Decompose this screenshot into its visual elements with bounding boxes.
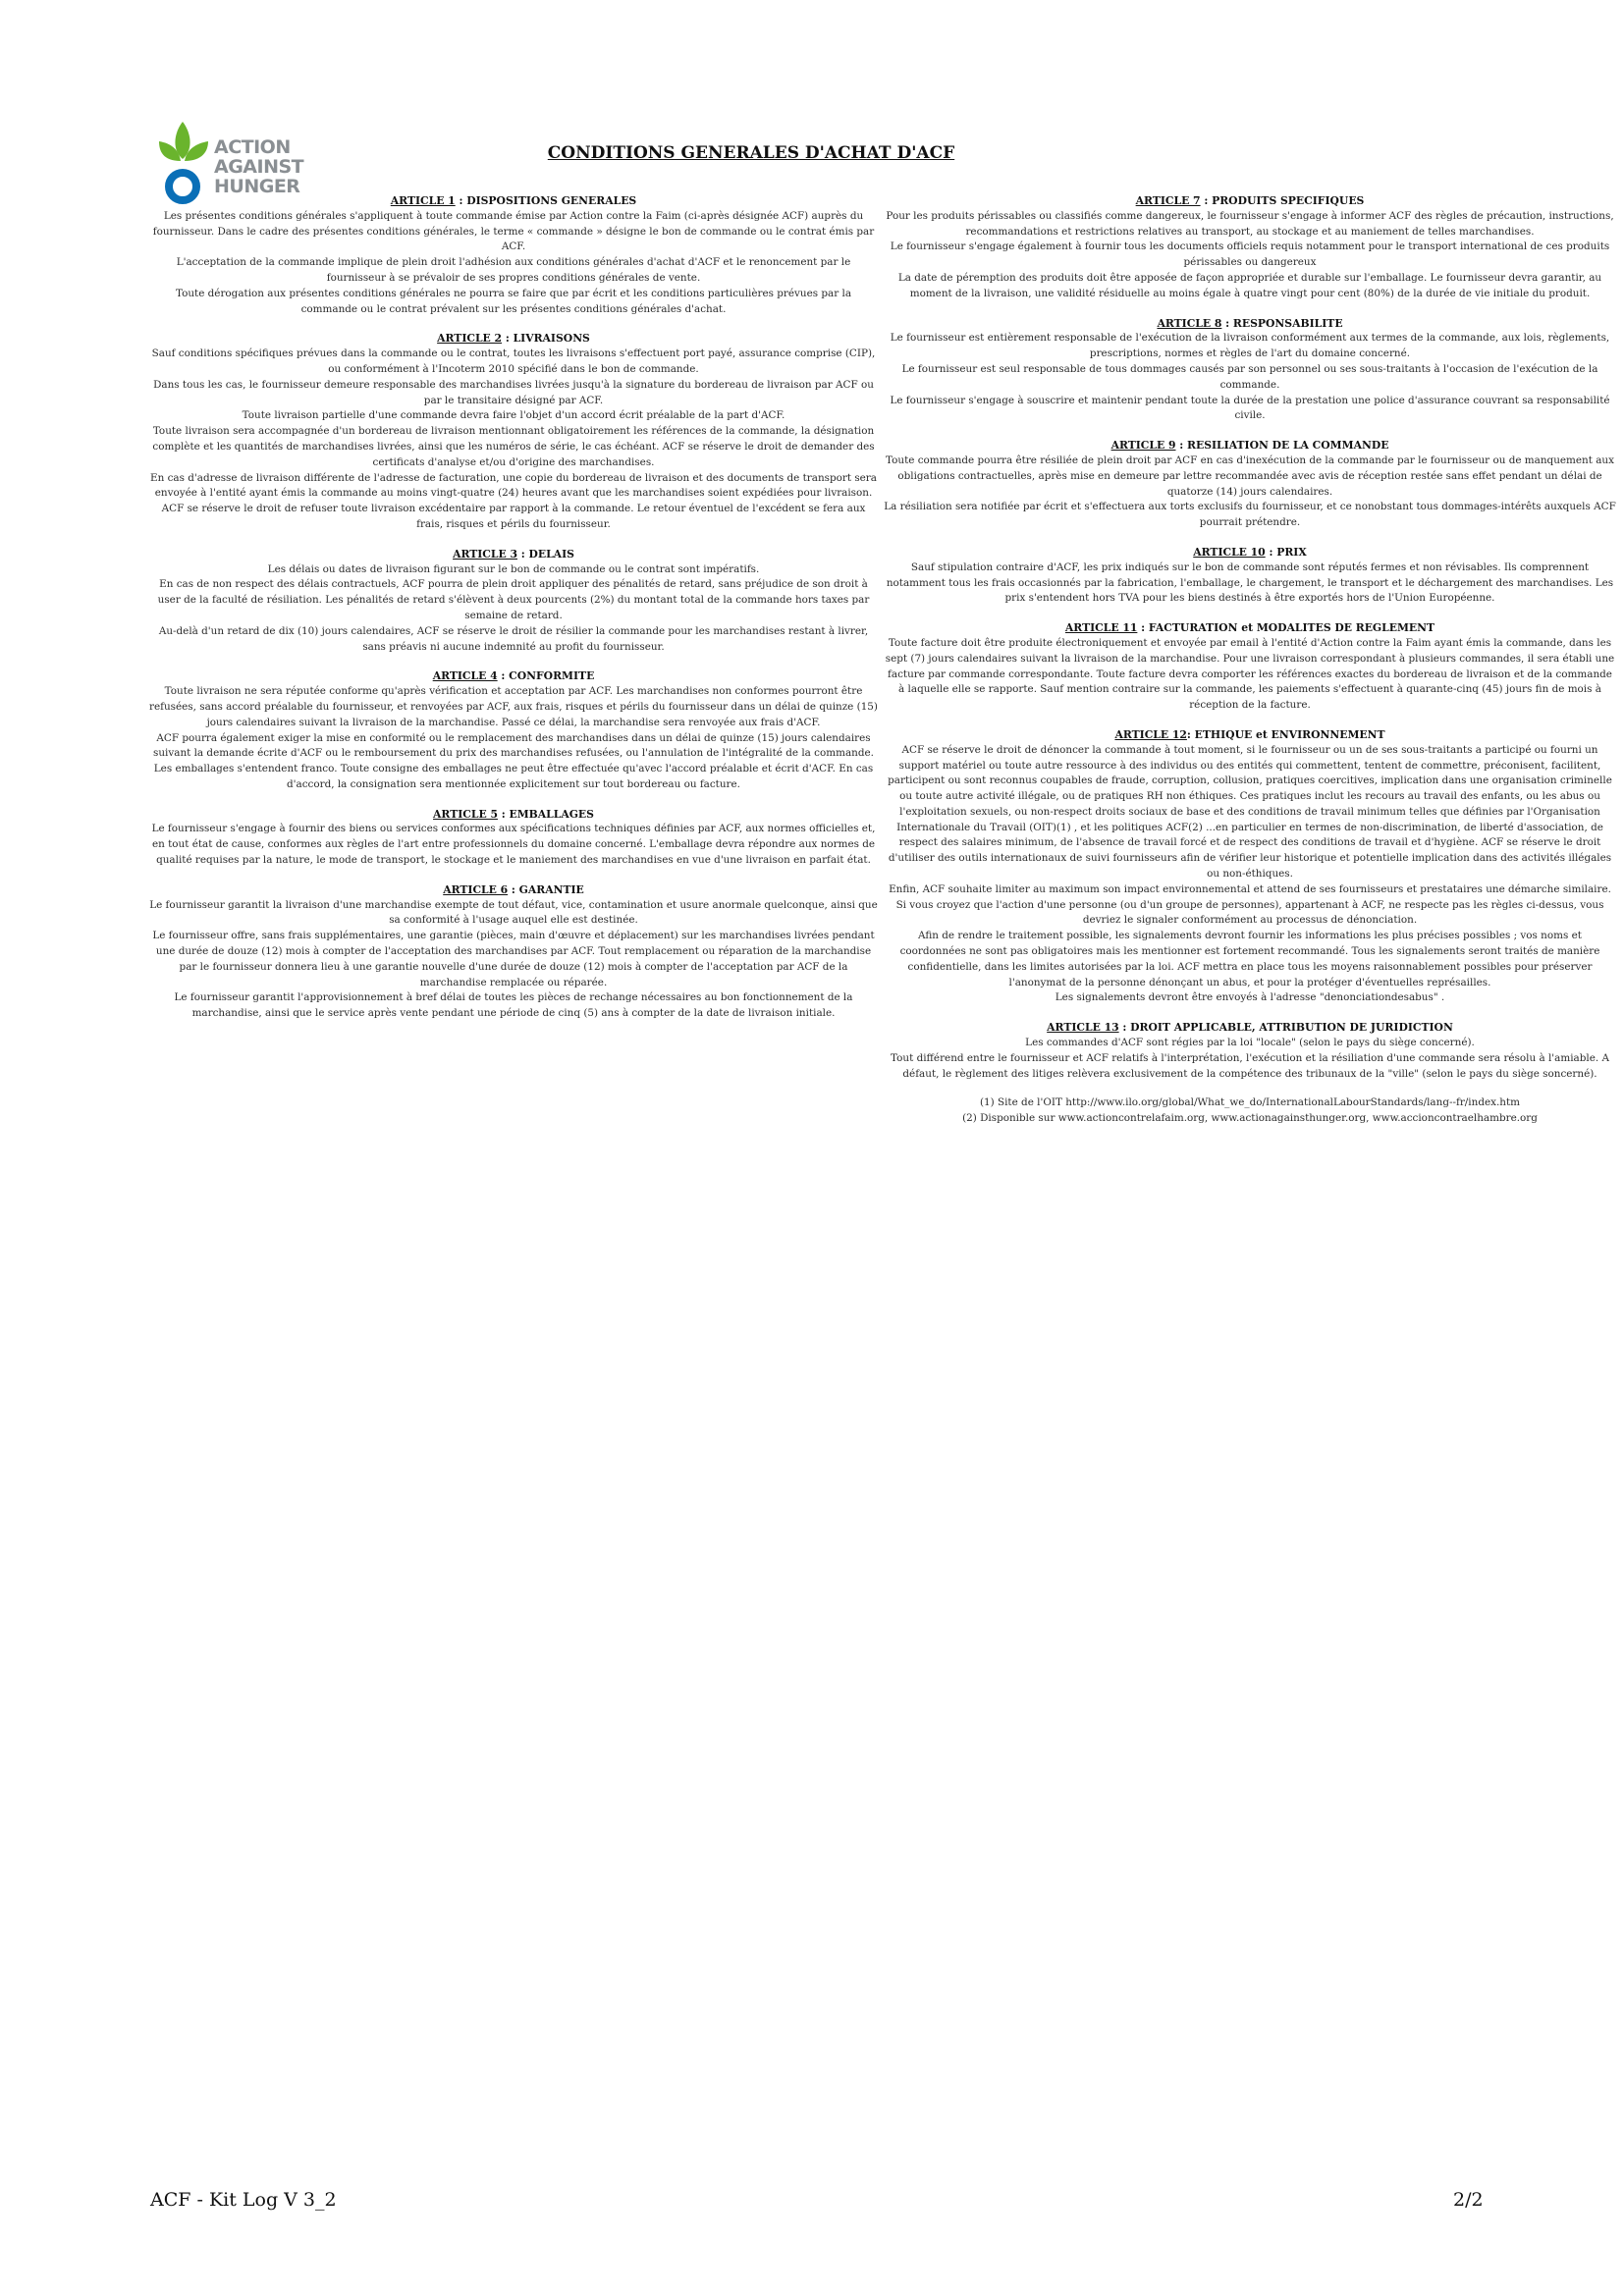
article-title: : RESPONSABILITE xyxy=(1221,316,1343,330)
article-paragraph: La résiliation sera notifiée par écrit et s'effectuera aux torts exclusifs du fournisseur, et ce nonobstant tous dommages-intérêts auxquels ACF pourrait prétendre. xyxy=(884,501,1616,529)
page-title: CONDITIONS GENERALES D'ACHAT D'ACF xyxy=(547,143,955,163)
article-number: ARTICLE 11 xyxy=(1064,621,1138,635)
article-paragraph: Afin de rendre le traitement possible, les signalements devront fournir les informations les plus précises possibles ; vos noms et coordonnées ne sont pas obligatoires mais les mentionner est fortement recommandé. Tous les signalements seront traités de manière confidentielle, dans les limites autorisées par la loi. ACF mettra en place tous les moyens raisonnablement possibles pour préserver l'anonymat de la personne dénonçant un abus, et pour la protéger d'éventuelles représailles. xyxy=(899,930,1600,988)
article-number: ARTICLE 1 xyxy=(390,194,456,207)
article-heading xyxy=(884,316,1616,332)
logo-line-2: AGAINST xyxy=(214,156,304,178)
article-number: ARTICLE 4 xyxy=(432,669,498,683)
article-paragraph: Les emballages s'entendent franco. Toute consigne des emballages ne peut être effectuée qu'avec l'accord préalable et écrit d'ACF. En cas d'accord, la consignation sera mentionnée explicitement sur tout bordereau ou facture. xyxy=(153,763,874,790)
article-paragraph: Toute dérogation aux présentes conditions générales ne pourra se faire que par écrit et les conditions particulières prévues par la commande ou le contrat prévalent sur les présentes conditions générales d'achat. xyxy=(175,287,852,315)
article-heading xyxy=(147,668,880,684)
article-number: ARTICLE 6 xyxy=(443,882,509,896)
right-articles xyxy=(884,193,1616,1082)
article-heading xyxy=(147,331,880,347)
article-section xyxy=(147,668,880,792)
article-section xyxy=(147,331,880,532)
article-paragraph: Au-delà d'un retard de dix (10) jours calendaires, ACF se réserve le droit de résilier la commande pour les marchandises restant à livrer, sans préavis ni aucune indemnité au profit du fournisseur. xyxy=(158,624,869,653)
article-paragraph: ACF se réserve le droit de refuser toute livraison excédentaire par rapport à la commande. Le retour éventuel de l'excédent se fera aux frais, risques et périls du fournisseur. xyxy=(161,503,866,530)
logo-line-3: HUNGER xyxy=(214,176,300,197)
article-number: ARTICLE 12 xyxy=(1114,727,1187,741)
article-heading xyxy=(147,193,880,209)
article-number: ARTICLE 5 xyxy=(433,807,498,821)
article-title: : DISPOSITIONS GENERALES xyxy=(455,194,637,207)
article-paragraph: Les présentes conditions générales s'appliquent à toute commande émise par Action contre la Faim (ci-après désignée ACF) auprès du fournisseur. Dans le cadre des présentes conditions générales, le terme « commande » désigne le bon de commande ou le contrat émis par ACF. xyxy=(152,209,875,253)
article-number: ARTICLE 8 xyxy=(1157,316,1222,330)
article-number: ARTICLE 7 xyxy=(1135,194,1201,207)
article-title: : EMBALLAGES xyxy=(497,807,594,821)
article-title: : ETHIQUE et ENVIRONNEMENT xyxy=(1186,727,1385,741)
article-heading xyxy=(147,882,880,898)
article-paragraph: Le fournisseur est seul responsable de tous dommages causés par son personnel ou ses sous-traitants à l'occasion de l'exécution de la commande. xyxy=(901,362,1598,391)
right-column xyxy=(884,193,1616,1127)
footer-doc-ref: ACF - Kit Log V 3_2 xyxy=(150,2189,337,2211)
article-title: : DROIT APPLICABLE, ATTRIBUTION DE JURIDICTION xyxy=(1118,1021,1453,1035)
article-section xyxy=(147,547,880,656)
article-section xyxy=(884,1020,1616,1082)
footnote-2: (2) Disponible sur www.actioncontrelafaim.org, www.actionagainsthunger.org, www.accioncontraelhambre.org xyxy=(962,1112,1538,1125)
article-section xyxy=(884,193,1616,302)
article-paragraph: ACF se réserve le droit de dénoncer la commande à tout moment, si le fournisseur ou un de ses sous-traitants a participé ou fourni un support matériel ou toute autre ressource à des individus ou des entités qui commettent, tentent de commettre, préconisent, facilitent, participent ou sont reconnus coupables de fraude, corruption, collusion, pratiques coercitives, implication dans une organisation criminelle ou toute autre activité illégale, ou de pratiques RH non éthiques. Ces pratiques inclut les recours au travail des enfants, ou les abus ou l'exploitation sexuels, ou non-respect droits sociaux de base et des conditions de travail minimum telles que définies par l'Organisation Internationale du Travail (OIT)(1) , et les politiques ACF(2) ...en particulier en termes de non-discrimination, de liberté d'association, de respect des salaires minimum, de l'absence de travail forcé et de respect des conditions de travail et d'hygiène. ACF se réserve le droit d'utiliser des outils internationaux de suivi fournisseurs afin de vérifier leur historique et potentielle implication dans des activités illégales ou non-éthiques. xyxy=(888,743,1612,881)
article-section xyxy=(147,882,880,1022)
article-section xyxy=(884,316,1616,425)
article-paragraph: Le fournisseur s'engage à souscrire et maintenir pendant toute la durée de la prestation une police d'assurance couvrant sa responsabilité civile. xyxy=(890,394,1610,422)
article-paragraph: Le fournisseur garantit la livraison d'une marchandise exempte de tout défaut, vice, contamination et usure anormale quelconque, ainsi que sa conformité à l'usage auquel elle est destinée. xyxy=(149,898,878,927)
article-paragraph: Les délais ou dates de livraison figurant sur le bon de commande ou le contrat sont impératifs. xyxy=(267,562,760,575)
article-title: : FACTURATION et MODALITES DE REGLEMENT xyxy=(1137,621,1435,635)
article-section xyxy=(884,438,1616,531)
article-paragraph: Le fournisseur s'engage également à fournir tous les documents officiels requis notamment pour le transport international de ces produits périssables ou dangereux xyxy=(890,240,1610,269)
article-paragraph: La date de péremption des produits doit être apposée de façon appropriée et durable sur l'emballage. Le fournisseur devra garantir, au moment de la livraison, une validité résiduelle au moins égale à quatre vingt pour cent (80%) de la durée de vie initiale du produit. xyxy=(897,271,1602,299)
article-title: : GARANTIE xyxy=(508,882,584,896)
article-paragraph: Les commandes d'ACF sont régies par la loi "locale" (selon le pays du siège concerné). xyxy=(1025,1037,1475,1049)
logo-line-1: ACTION xyxy=(214,136,291,158)
article-heading xyxy=(147,807,880,823)
article-paragraph: Le fournisseur offre, sans frais supplémentaires, une garantie (pièces, main d'œuvre et déplacement) sur les marchandises livrées pendant une durée de douze (12) mois à compter de l'acceptation des marchandises par ACF. Tout remplacement ou réparation de la marchandise par le fournisseur donnera lieu à une garantie nouvelle d'une durée de douze (12) mois à compter de l'acceptation par ACF de la marchandise remplacée ou réparée. xyxy=(152,930,875,988)
article-paragraph: Sauf conditions spécifiques prévues dans la commande ou le contrat, toutes les livraisons s'effectuent port payé, assurance comprise (CIP), ou conformément à l'Incoterm 2010 spécifié dans le bon de commande. xyxy=(151,347,876,375)
article-paragraph: Le fournisseur s'engage à fournir des biens ou services conformes aux spécifications techniques définies par ACF, aux normes officielles et, en tout état de cause, conformes aux règles de l'art entre professionnels du domaine concerné. L'emballage devra répondre aux normes de qualité requises par la nature, le mode de transport, le stockage et le maniement des marchandises en vue d'une livraison en parfait état. xyxy=(151,823,876,867)
footnotes xyxy=(884,1095,1616,1127)
article-title: : PRIX xyxy=(1265,545,1307,559)
article-paragraph: Toute livraison sera accompagnée d'un bordereau de livraison mentionnant obligatoirement les références de la commande, la désignation complète et les quantités de marchandises livrées, ainsi que les numéros de série, le cas échéant. ACF se réserve le droit de demander des certificats d'analyse et/ou d'origine des marchandises. xyxy=(152,425,875,468)
article-paragraph: Le fournisseur est entièrement responsable de l'exécution de la livraison conformément aux termes de la commande, aux lois, règlements, prescriptions, normes et règles de l'art du domaine concerné. xyxy=(890,332,1610,360)
article-number: ARTICLE 3 xyxy=(453,547,517,561)
article-number: ARTICLE 10 xyxy=(1193,545,1266,559)
left-column xyxy=(147,193,880,1036)
article-paragraph: Enfin, ACF souhaite limiter au maximum son impact environnemental et attend de ses fournisseurs et prestataires une démarche similaire. xyxy=(889,882,1611,895)
article-paragraph: Toute facture doit être produite électroniquement et envoyée par email à l'entité d'Action contre la Faim ayant émis la commande, dans les sept (7) jours calendaires suivant la livraison de la marchandise. Pour une livraison correspondant à plusieurs commandes, il sera établi une facture par commande correspondante. Toute facture devra comporter les références exactes du bordereau de livraison et de la commande à laquelle elle se rapporte. Sauf mention contraire sur la commande, les paiements s'effectuent à quarante-cinq (45) jours fin de mois à réception de la facture. xyxy=(885,636,1615,712)
article-paragraph: Pour les produits périssables ou classifiés comme dangereux, le fournisseur s'engage à informer ACF des règles de précaution, instructions, recommandations et restrictions relatives au transport, au stockage et au maniement de telles marchandises. xyxy=(886,209,1614,238)
article-paragraph: ACF pourra également exiger la mise en conformité ou le remplacement des marchandises dans un délai de quinze (15) jours calendaires suivant la demande écrite d'ACF ou le remboursement du prix des marchandises refusées, ou l'annulation de l'intégralité de la commande. xyxy=(153,731,874,760)
article-paragraph: Toute livraison ne sera réputée conforme qu'après vérification et acceptation par ACF. Les marchandises non conformes pourront être refusées, sans accord préalable du fournisseur, et renvoyées par ACF, aux frais, risques et périls du fournisseur dans un délai de quinze (15) jours calendaires suivant la livraison de la marchandise. Passé ce délai, la marchandise sera renvoyée aux frais d'ACF. xyxy=(149,685,878,728)
article-number: ARTICLE 2 xyxy=(437,332,503,346)
article-section xyxy=(884,620,1616,714)
article-paragraph: Le fournisseur garantit l'approvisionnement à bref délai de toutes les pièces de rechange nécessaires au bon fonctionnement de la marchandise, ainsi que le service après vente pendant une période de cinq (5) ans à compter de la date de livraison initiale. xyxy=(174,991,853,1020)
article-title: : PRODUITS SPECIFIQUES xyxy=(1200,194,1365,207)
article-paragraph: Si vous croyez que l'action d'une personne (ou d'un groupe de personnes), appartenant à ACF, ne respecte pas les règles ci-dessus, vous devriez le signaler conformément au processus de dénonciation. xyxy=(895,898,1604,927)
article-heading xyxy=(884,545,1616,561)
article-paragraph: Dans tous les cas, le fournisseur demeure responsable des marchandises livrées jusqu'à la signature du bordereau de livraison par ACF ou par le transitaire désigné par ACF. xyxy=(153,378,874,406)
article-title: : RESILIATION DE LA COMMANDE xyxy=(1175,439,1389,453)
article-paragraph: En cas de non respect des délais contractuels, ACF pourra de plein droit appliquer des pénalités de retard, sans préjudice de son droit à user de la faculté de résiliation. Les pénalités de retard s'élèvent à deux pourcents (2%) du montant total de la commande hors taxes par semaine de retard. xyxy=(157,578,870,621)
article-section xyxy=(147,193,880,317)
article-paragraph: L'acceptation de la commande implique de plein droit l'adhésion aux conditions générales d'achat d'ACF et le renoncement par le fournisseur à se prévaloir de ses propres conditions générales de vente. xyxy=(176,256,851,284)
article-paragraph: En cas d'adresse de livraison différente de l'adresse de facturation, une copie du bordereau de livraison et des documents de transport sera envoyée à l'entité ayant émis la commande au moins vingt-quatre (24) heures avant que les marchandises soient expédiées pour livraison. xyxy=(150,471,877,500)
article-number: ARTICLE 13 xyxy=(1047,1021,1119,1035)
article-title: : LIVRAISONS xyxy=(502,332,590,346)
article-heading xyxy=(884,620,1616,636)
article-heading xyxy=(884,727,1616,743)
article-title: : DELAIS xyxy=(517,547,574,561)
article-title: : CONFORMITE xyxy=(497,669,595,683)
article-section xyxy=(884,545,1616,607)
article-paragraph: Les signalements devront être envoyés à l'adresse "denonciationdesabus" . xyxy=(1055,991,1445,1004)
article-heading xyxy=(884,193,1616,209)
footnote-1: (1) Site de l'OIT http://www.ilo.org/global/What_we_do/InternationalLabourStandards/lang--fr/index.htm xyxy=(979,1096,1521,1109)
article-section xyxy=(884,727,1616,1006)
article-heading xyxy=(147,547,880,562)
article-paragraph: Toute commande pourra être résiliée de plein droit par ACF en cas d'inexécution de la commande par le fournisseur ou de manquement aux obligations contractuelles, après mise en demeure par lettre recommandée avec avis de réception restée sans effet pendant un délai de quatorze (14) jours calendaires. xyxy=(886,454,1614,498)
article-paragraph: Sauf stipulation contraire d'ACF, les prix indiqués sur le bon de commande sont réputés fermes et non révisables. Ils comprennent notamment tous les frais occasionnés par la fabrication, l'emballage, le chargement, le transport et le déchargement des marchandises. Les prix s'entendent hors TVA pour les biens destinés à être exportés hors de l'Union Européenne. xyxy=(886,561,1614,605)
article-section xyxy=(147,807,880,869)
article-paragraph: Tout différend entre le fournisseur et ACF relatifs à l'interprétation, l'exécution et la résiliation d'une commande sera résolu à l'amiable. A défaut, le règlement des litiges relèvera exclusivement de la compétence des tribunaux de la "ville" (selon le pays du siège soncerné). xyxy=(891,1051,1609,1080)
article-paragraph: Toute livraison partielle d'une commande devra faire l'objet d'un accord écrit préalable de la part d'ACF. xyxy=(242,409,785,422)
article-heading xyxy=(884,1020,1616,1036)
article-heading xyxy=(884,438,1616,454)
article-number: ARTICLE 9 xyxy=(1110,439,1176,453)
footer-page-number: 2/2 xyxy=(1453,2189,1484,2211)
